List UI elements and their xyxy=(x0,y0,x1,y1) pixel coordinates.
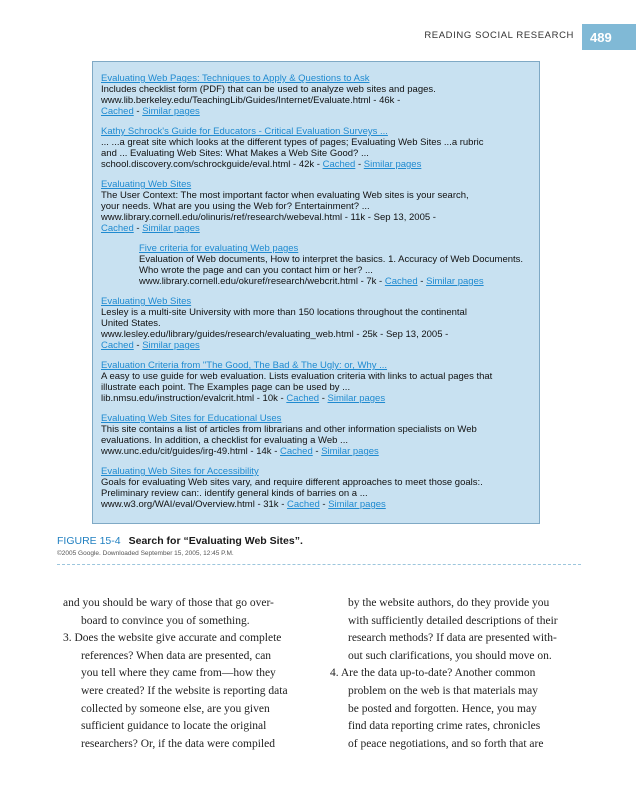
running-head: READING SOCIAL RESEARCH xyxy=(424,30,574,41)
similar-pages-link[interactable]: Similar pages xyxy=(321,446,379,457)
similar-pages-link[interactable]: Similar pages xyxy=(327,393,386,404)
figure-credit: ©2005 Google. Downloaded September 15, 2005, 12:45 P.M. xyxy=(57,550,234,557)
result-url: school.discovery.com/schrockguide/eval.html - 42k - xyxy=(101,159,320,170)
search-result: Evaluating Web Sites The User Context: The most important factor when evaluating Web sites is your search, your needs. What are you using the Web for? Entertainment? ... www.library.cornell.edu/olinuris/ref/research/webeval.html - 11k - Sep 13, 2005 - Cached - Similar pages xyxy=(101,179,539,234)
similar-pages-link[interactable]: Similar pages xyxy=(328,499,386,510)
similar-pages-link[interactable]: Similar pages xyxy=(142,106,200,117)
result-snippet: A easy to use guide for web evaluation. Lists evaluation criteria with links to actual pages that xyxy=(101,371,493,382)
body-line: be posted and forgotten. Hence, you may xyxy=(348,702,537,715)
similar-pages-link[interactable]: Similar pages xyxy=(142,340,200,351)
result-title-link[interactable]: Evaluating Web Sites xyxy=(101,296,192,307)
page-number: 489 xyxy=(582,24,636,50)
result-snippet: United States. xyxy=(101,318,161,329)
body-line: problem on the web is that materials may xyxy=(348,684,539,697)
result-title-link[interactable]: Evaluating Web Sites for Accessibility xyxy=(101,466,259,477)
body-line: you tell where they came from—how they xyxy=(81,667,276,680)
search-result: Evaluating Web Pages: Techniques to Apply & Questions to Ask Includes checklist form (PDF) that can be used to analyze web sites and pages. www.lib.berkeley.edu/TeachingLib/Guides/Internet/Evaluate.html - 46k - Cached - Similar pages xyxy=(101,73,539,117)
body-line: and you should be wary of those that go over- xyxy=(63,597,274,609)
similar-pages-link[interactable]: Similar pages xyxy=(142,223,200,234)
result-title-link[interactable]: Kathy Schrock's Guide for Educators - Critical Evaluation Surveys ... xyxy=(101,126,388,137)
result-url: www.w3.org/WAI/eval/Overview.html - 31k - xyxy=(101,499,285,510)
result-url: lib.nmsu.edu/instruction/evalcrit.html - 10k - xyxy=(101,393,284,404)
result-snippet: ... ...a great site which looks at the different types of pages; Evaluating Web Sites ...a rubric xyxy=(101,137,484,148)
body-column-left xyxy=(63,595,308,753)
section-divider xyxy=(57,564,581,565)
result-snippet: illustrate each point. The Examples page can be used by ... xyxy=(101,382,351,393)
body-line: board to convince you of something. xyxy=(81,614,250,627)
cached-link[interactable]: Cached xyxy=(384,276,418,287)
search-result: Evaluation Criteria from "The Good, The Bad & The Ugly: or, Why ... A easy to use guide for web evaluation. Lists evaluation criteria with links to actual pages that illustrate each point. The Examples page can be used by ... lib.nmsu.edu/instruction/evalcrit.html - 10k - Cached - Similar pages xyxy=(101,360,539,404)
result-snippet: The User Context: The most important factor when evaluating Web sites is your search, xyxy=(101,190,469,201)
cached-link[interactable]: Cached xyxy=(101,340,134,351)
result-title-link[interactable]: Evaluating Web Sites xyxy=(101,179,192,190)
result-snippet: Lesley is a multi-site University with more than 150 locations throughout the continental xyxy=(101,307,467,318)
body-line: references? When data are presented, can xyxy=(81,649,272,662)
similar-pages-link[interactable]: Similar pages xyxy=(426,276,484,287)
cached-link[interactable]: Cached xyxy=(322,159,356,170)
cached-link[interactable]: Cached xyxy=(280,446,313,457)
body-line: 3. Does the website give accurate and complete xyxy=(63,632,282,645)
body-line: 4. Are the data up-to-date? Another common xyxy=(330,667,536,680)
figure-title: Search for “Evaluating Web Sites”. xyxy=(128,535,303,547)
body-line: out such clarifications, you should move on. xyxy=(348,649,552,662)
result-title-link[interactable]: Five criteria for evaluating Web pages xyxy=(139,243,299,254)
search-result-indented: Five criteria for evaluating Web pages Evaluation of Web documents, How to interpret the basics. 1. Accuracy of Web Documents. Who wrote the page and can you contact him or her? ... www.library.cornell.edu/okuref/research/webcrit.html - 7k - Cached - Similar pages xyxy=(101,243,539,287)
result-url: www.unc.edu/cit/guides/irg-49.html - 14k - xyxy=(101,446,278,457)
result-snippet: Who wrote the page and can you contact him or her? ... xyxy=(139,265,373,276)
search-result: Kathy Schrock's Guide for Educators - Critical Evaluation Surveys ... ... ...a great site which looks at the different types of pages; Evaluating Web Sites ...a rubric and ... Evaluating Web Sites: What Makes a Web Site Good? ... school.discovery.com/schrockguide/eval.html - 42k - Cached - Similar pages xyxy=(101,126,539,170)
result-snippet: This site contains a list of articles from librarians and other information specialists on Web xyxy=(101,424,477,435)
result-snippet: Includes checklist form (PDF) that can be used to analyze web sites and pages. xyxy=(101,84,436,95)
result-snippet: Preliminary review can:. identify general kinds of barries on a ... xyxy=(101,488,368,499)
result-url: www.lib.berkeley.edu/TeachingLib/Guides/Internet/Evaluate.html - 46k - xyxy=(101,95,401,106)
cached-link[interactable]: Cached xyxy=(286,393,320,404)
result-snippet: and ... Evaluating Web Sites: What Makes a Web Site Good? ... xyxy=(101,148,369,159)
result-snippet: your needs. What are you using the Web for? Entertainment? ... xyxy=(101,201,370,212)
body-column-right xyxy=(330,595,575,753)
result-title-link[interactable]: Evaluating Web Sites for Educational Uses xyxy=(101,413,282,424)
cached-link[interactable]: Cached xyxy=(101,106,134,117)
body-line: of peace negotiations, and so forth that are xyxy=(348,737,544,750)
body-line: with sufficiently detailed descriptions of their xyxy=(348,614,558,627)
body-line: by the website authors, do they provide you xyxy=(348,597,550,609)
search-results-screenshot xyxy=(92,61,540,524)
body-line: were created? If the website is reporting data xyxy=(81,684,288,697)
result-url: www.library.cornell.edu/okuref/research/webcrit.html - 7k - xyxy=(139,276,383,287)
result-snippet: Goals for evaluating Web sites vary, and require different approaches to meet those goals:. xyxy=(101,477,483,488)
result-snippet: evaluations. In addition, a checklist for evaluating a Web ... xyxy=(101,435,348,446)
body-line: sufficient guidance to locate the original xyxy=(81,720,267,733)
result-url: www.library.cornell.edu/olinuris/ref/research/webeval.html - 11k - Sep 13, 2005 - xyxy=(101,212,436,223)
body-line: researchers? Or, if the data were compiled xyxy=(81,737,275,750)
cached-link[interactable]: Cached xyxy=(287,499,320,510)
search-result: Evaluating Web Sites Lesley is a multi-site University with more than 150 locations throughout the continental United States. www.lesley.edu/library/guides/research/evaluating_web.html - 25k - Sep 13, 2005 - Cached - Similar pages xyxy=(101,296,539,351)
similar-pages-link[interactable]: Similar pages xyxy=(363,159,422,170)
result-url: www.lesley.edu/library/guides/research/evaluating_web.html - 25k - Sep 13, 2005 - xyxy=(101,329,449,340)
body-line: find data reporting crime rates, chronicles xyxy=(348,720,541,733)
body-line: research methods? If data are presented with- xyxy=(348,632,557,645)
search-result: Evaluating Web Sites for Accessibility Goals for evaluating Web sites vary, and require different approaches to meet those goals:. Preliminary review can:. identify general kinds of barries on a ... www.w3.org/WAI/eval/Overview.html - 31k - Cached - Similar pages xyxy=(101,466,539,510)
result-title-link[interactable]: Evaluation Criteria from "The Good, The Bad & The Ugly: or, Why ... xyxy=(101,360,388,371)
body-line: collected by someone else, are you given xyxy=(81,702,270,715)
figure-caption xyxy=(57,535,303,547)
cached-link[interactable]: Cached xyxy=(101,223,134,234)
result-snippet: Evaluation of Web documents, How to interpret the basics. 1. Accuracy of Web Documents. xyxy=(139,254,524,265)
result-title-link[interactable]: Evaluating Web Pages: Techniques to Apply & Questions to Ask xyxy=(101,73,370,84)
search-result: Evaluating Web Sites for Educational Uses This site contains a list of articles from librarians and other information specialists on Web evaluations. In addition, a checklist for evaluating a Web ... www.unc.edu/cit/guides/irg-49.html - 14k - Cached - Similar pages xyxy=(101,413,539,457)
figure-label: FIGURE 15-4 xyxy=(57,535,121,547)
